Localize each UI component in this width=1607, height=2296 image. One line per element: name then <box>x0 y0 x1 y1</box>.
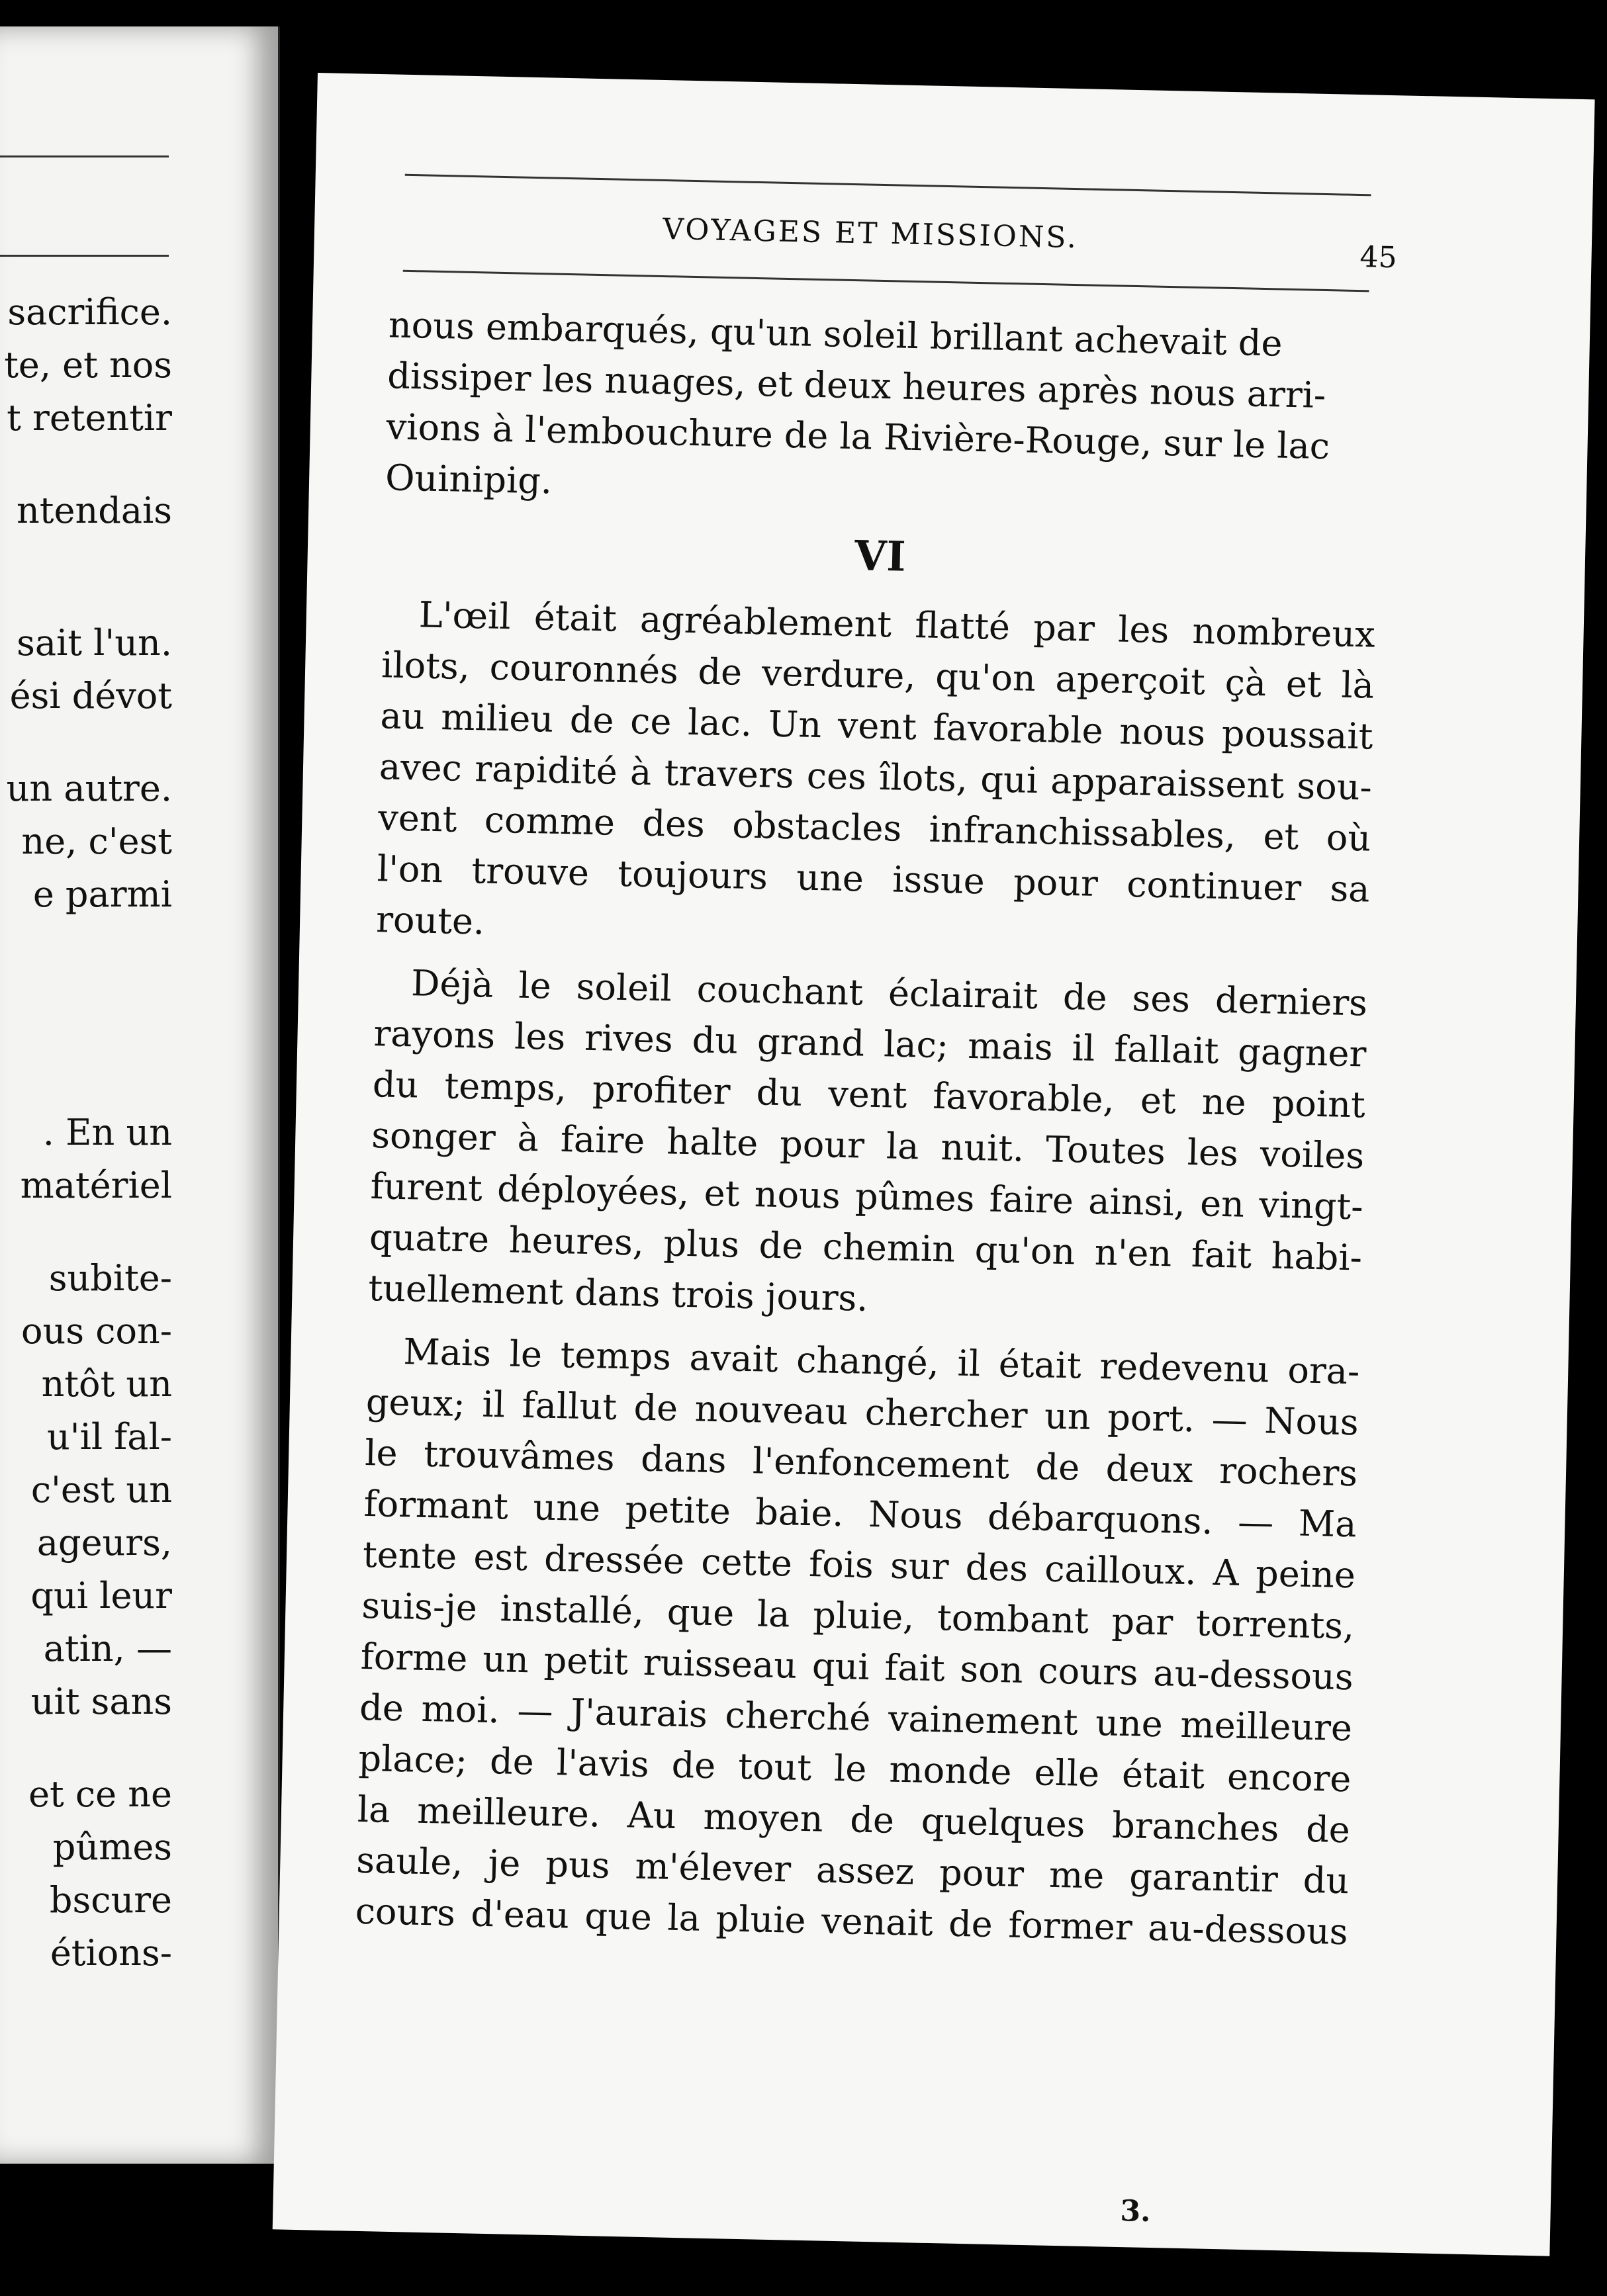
text-line: songer à faire halte pour la nuit. Toutes les voiles <box>371 1114 1365 1177</box>
left-page-line: t retentir <box>7 397 172 439</box>
paragraph-2 <box>375 588 1375 965</box>
left-page-line: pûmes <box>52 1826 172 1868</box>
left-page-line: ntendais <box>17 490 172 531</box>
left-page-line: e parmi <box>32 873 172 915</box>
text-line: Déjà le soleil couchant éclairait de ses derniers <box>410 962 1368 1024</box>
left-facing-page <box>0 26 280 2164</box>
running-head: VOYAGES ET MISSIONS. <box>662 212 1079 255</box>
left-page-line: ntôt un <box>41 1363 172 1405</box>
text-line: au milieu de ce lac. Un vent favorable nous poussait <box>380 695 1374 758</box>
body-text <box>355 299 1382 1969</box>
left-page-rule-bottom <box>0 255 169 257</box>
left-page-line: uit sans <box>30 1681 172 1722</box>
text-line: route. <box>375 899 485 943</box>
text-line: tuellement dans trois jours. <box>367 1267 869 1319</box>
left-page-line: un autre. <box>6 768 172 809</box>
page-number: 45 <box>1359 240 1398 275</box>
paragraph-3 <box>368 957 1368 1334</box>
left-page-line: sacrifice. <box>7 291 172 333</box>
left-page-line: u'il fal- <box>46 1416 172 1458</box>
header-rule-bottom <box>403 270 1369 292</box>
text-line: Mais le temps avait changé, il était redevenu ora- <box>402 1331 1360 1393</box>
left-page-line: ous con- <box>21 1310 172 1352</box>
left-page-line: étions- <box>50 1932 172 1974</box>
text-line: avec rapidité à travers ces îlots, qui apparaissent sou- <box>379 746 1373 809</box>
text-line: L'œil était agréablement flatté par les nombreux <box>418 594 1376 656</box>
book-page <box>273 73 1595 2256</box>
text-line: formant une petite baie. Nous débarquons. — Ma <box>363 1482 1357 1546</box>
text-line: suis-je installé, que la pluie, tombant par torrents, <box>361 1584 1355 1648</box>
left-page-line: bscure <box>49 1879 172 1921</box>
text-line: tente est dressée cette fois sur des cailloux. A peine <box>362 1533 1356 1597</box>
text-line: place; de l'avis de tout le monde elle était encore <box>358 1737 1352 1800</box>
text-line: Ouinipig. <box>385 457 553 502</box>
text-line: du temps, profiter du vent favorable, et ne point <box>372 1063 1366 1126</box>
left-page-line: qui leur <box>30 1575 172 1616</box>
left-page-line: sait l'un. <box>17 622 172 664</box>
text-line: le trouvâmes dans l'enfoncement de deux rochers <box>364 1431 1358 1495</box>
text-line: geux; il fallut de nouveau chercher un port. — Nous <box>365 1380 1359 1444</box>
text-line: ilots, couronnés de verdure, qu'on aperçoit çà et là <box>381 644 1375 707</box>
text-line: dissiper les nuages, et deux heures après nous arri- <box>387 355 1326 416</box>
left-page-line: . En un <box>42 1112 172 1153</box>
section-heading: VI <box>854 531 907 581</box>
text-line: l'on trouve toujours une issue pour continuer sa <box>377 848 1371 910</box>
text-line: furent déployées, et nous pûmes faire ainsi, en vingt- <box>370 1165 1364 1228</box>
left-page-line: matériel <box>20 1165 172 1206</box>
text-line: cours d'eau que la pluie venait de former au-dessous <box>355 1890 1349 1953</box>
paragraph-1 <box>385 299 1381 523</box>
left-page-line: atin, — <box>43 1628 172 1669</box>
left-page-line: ési dévot <box>9 675 172 717</box>
text-line: saule, je pus m'élever assez pour me garantir du <box>355 1839 1350 1902</box>
text-line: forme un petit ruisseau qui fait son cours au-dessous <box>360 1635 1354 1699</box>
text-line: nous embarqués, qu'un soleil brillant achevait de <box>388 304 1283 365</box>
left-page-line: et ce ne <box>28 1773 172 1815</box>
paragraph-4 <box>355 1325 1360 1957</box>
text-line: rayons les rives du grand lac; mais il fallait gagner <box>373 1012 1367 1075</box>
text-line: de moi. — J'aurais cherché vainement une meilleure <box>359 1686 1353 1749</box>
text-line: vions à l'embouchure de la Rivière-Rouge, sur le lac <box>386 406 1330 468</box>
header-rule-top <box>405 174 1371 197</box>
text-line: quatre heures, plus de chemin qu'on n'en fait habi- <box>369 1216 1363 1279</box>
left-page-line: ne, c'est <box>21 820 172 862</box>
text-line: vent comme des obstacles infranchissables, et où <box>377 797 1371 860</box>
left-page-rule-top <box>0 155 169 157</box>
signature-mark: 3. <box>1120 2194 1152 2229</box>
text-line: la meilleure. Au moyen de quelques branches de <box>357 1788 1351 1851</box>
left-page-line: ageurs, <box>36 1522 172 1564</box>
left-page-line: c'est un <box>30 1469 172 1511</box>
left-page-line: subite- <box>48 1257 172 1299</box>
left-page-line: te, et nos <box>4 344 172 386</box>
left-page-text <box>0 291 172 2078</box>
